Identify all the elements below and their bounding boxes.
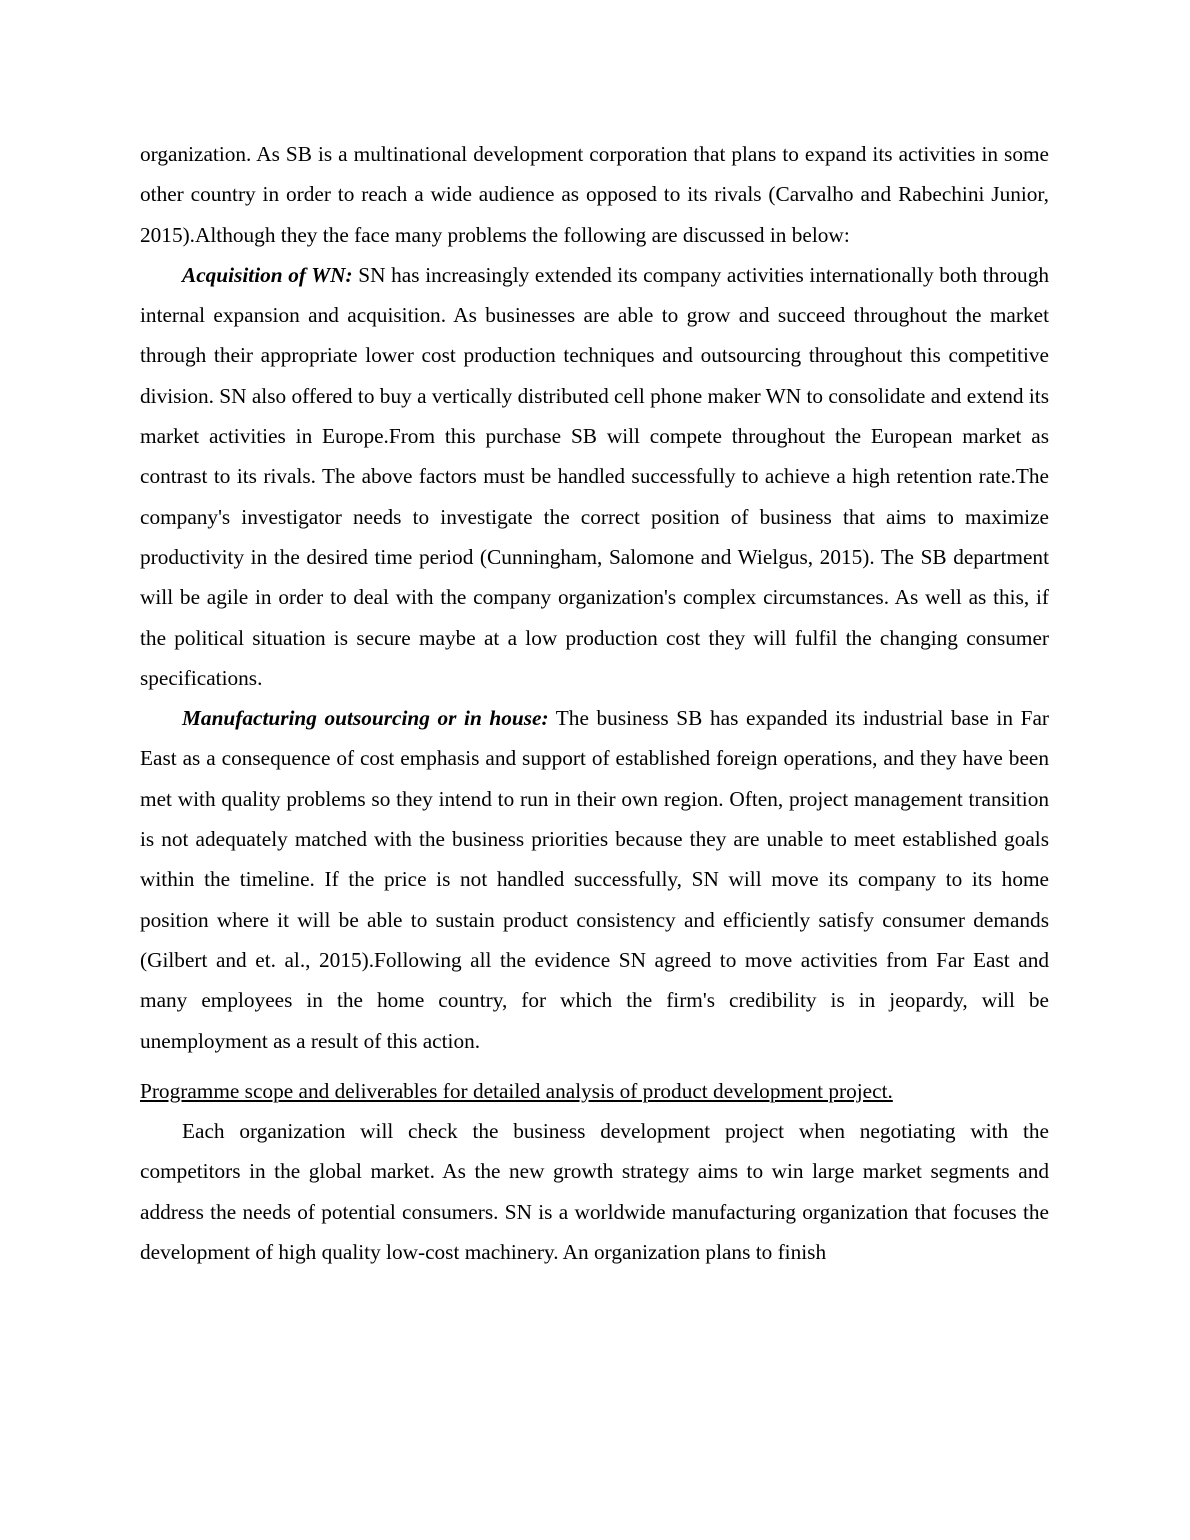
paragraph-intro-text: organization. As SB is a multinational development corporation that plans to expand its activities in some other country in order to reach a wide audience as opposed to its rivals (Carvalho and Rabechini Junior, 2015).Although they the face many problems the following are discussed in below: [140,142,1049,247]
paragraph-manufacturing [140,698,1049,1061]
section-heading: Programme scope and deliverables for detailed analysis of product development project. [140,1078,893,1103]
paragraph-acquisition-text: SN has increasingly extended its company activities internationally both through internal expansion and acquisition. As businesses are able to grow and succeed throughout the market through their appropriate lower cost production techniques and outsourcing throughout this competitive division. SN also offered to buy a vertically distributed cell phone maker WN to consolidate and extend its market activities in Europe.From this purchase SB will compete throughout the European market as contrast to its rivals. The above factors must be handled successfully to achieve a high retention rate.The company's investigator needs to investigate the correct position of business that aims to maximize productivity in the desired time period (Cunningham, Salomone and Wielgus, 2015). The SB department will be agile in order to deal with the company organization's complex circumstances. As well as this, if the political situation is secure maybe at a low production cost they will fulfil the changing consumer specifications. [140,262,1049,690]
paragraph-final-text: Each organization will check the business development project when negotiating with the competitors in the global market. As the new growth strategy aims to win large market segments and address the needs of potential consumers. SN is a worldwide manufacturing organization that focuses the development of high quality low-cost machinery. An organization plans to finish [140,1119,1049,1265]
paragraph-manufacturing-text: The business SB has expanded its industrial base in Far East as a consequence of cost emphasis and support of established foreign operations, and they have been met with quality problems so they intend to run in their own region. Often, project management transition is not adequately matched with the business priorities because they are unable to meet established goals within the timeline. If the price is not handled successfully, SN will move its company to its home position where it will be able to sustain product consistency and efficiently satisfy consumer demands (Gilbert and et. al., 2015).Following all the evidence SN agreed to move activities from Far East and many employees in the home country, for which the firm's credibility is in jeopardy, will be unemployment as a result of this action. [140,706,1049,1053]
paragraph-final [140,1111,1049,1272]
paragraph-intro [140,134,1049,255]
document-page [140,134,1049,1272]
paragraph-acquisition-lead: Acquisition of WN: [182,262,353,287]
paragraph-manufacturing-lead: Manufacturing outsourcing or in house: [182,706,549,731]
paragraph-acquisition [140,255,1049,698]
